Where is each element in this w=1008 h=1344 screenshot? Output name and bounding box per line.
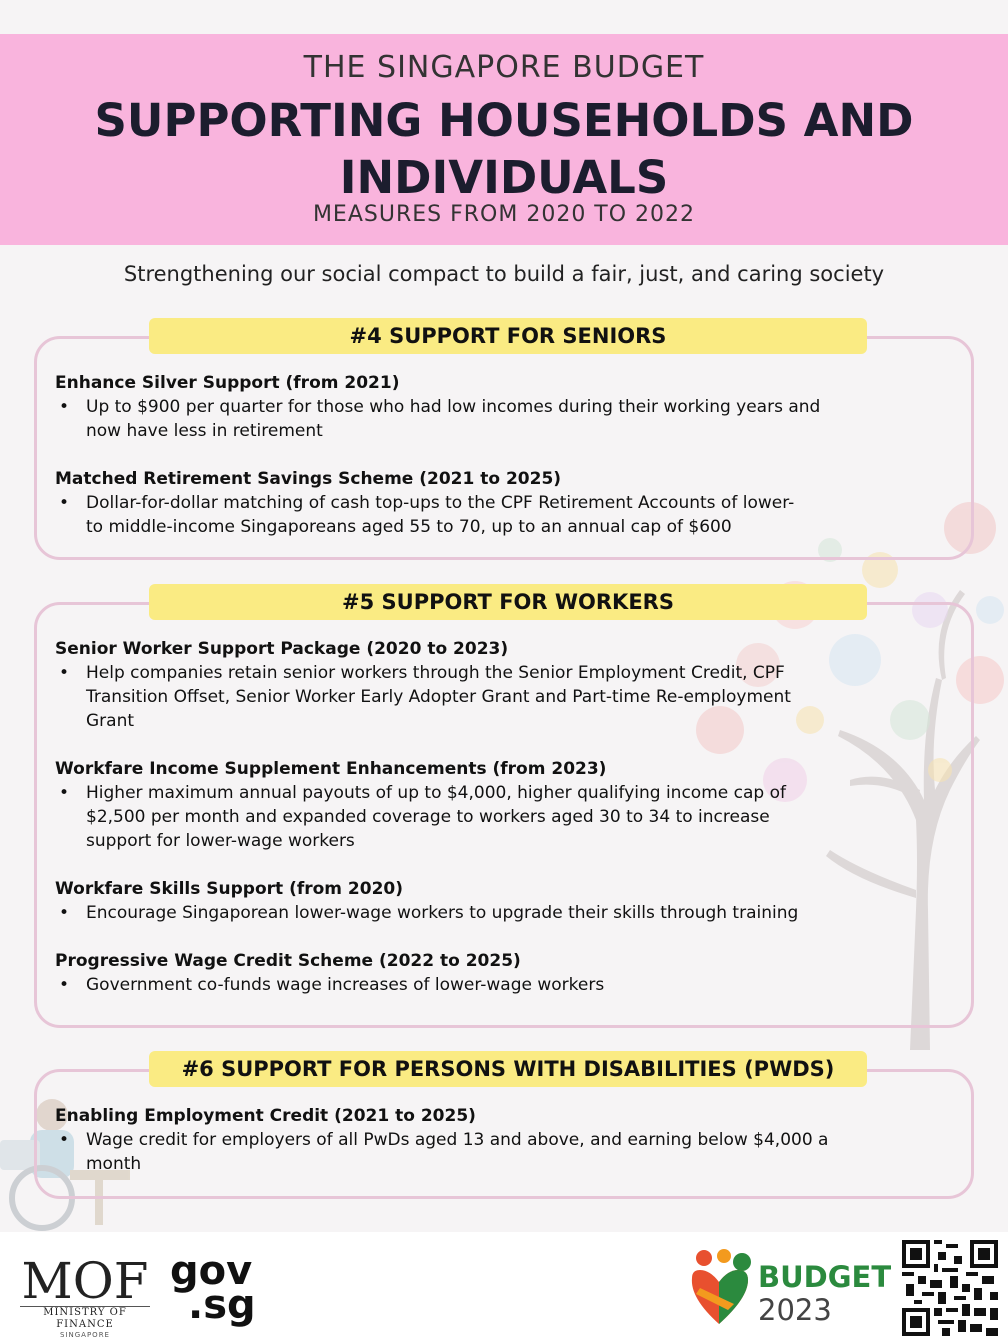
list-item [55, 877, 955, 925]
bullet-line: $2,500 per month and expanded coverage to workers aged 30 to 34 to increase [86, 807, 770, 827]
bullet-line: • Help companies retain senior workers through the Senior Employment Credit, CPF [86, 663, 785, 683]
page-title-line2: INDIVIDUALS [339, 151, 669, 204]
item-title: Enabling Employment Credit (2021 to 2025) [55, 1106, 476, 1126]
bullet-line: • Up to $900 per quarter for those who had low incomes during their working years and [86, 397, 821, 417]
page-title-line1: SUPPORTING HOUSEHOLDS AND [94, 94, 914, 147]
bullet-text [55, 661, 955, 733]
budget-heart-icon [682, 1248, 756, 1326]
item-title: Matched Retirement Savings Scheme (2021 to 2025) [55, 469, 562, 489]
list-item [55, 949, 955, 997]
mof-logo-country: SINGAPORE [60, 1331, 110, 1339]
header-banner [0, 34, 1008, 245]
bullet-line: • Dollar-for-dollar matching of cash top-ups to the CPF Retirement Accounts of lower- [86, 493, 795, 513]
mof-logo [20, 1252, 150, 1339]
qr-code [902, 1240, 998, 1336]
item-title: Workfare Skills Support (from 2020) [55, 879, 404, 899]
govsg-logo [170, 1248, 260, 1328]
bullet-text [55, 781, 955, 853]
header-subtitle: MEASURES FROM 2020 TO 2022 [312, 202, 696, 227]
bullet-text [55, 973, 955, 997]
page-title [0, 92, 1008, 206]
item-title: Workfare Income Supplement Enhancements (from 2023) [55, 759, 607, 779]
item-title: Progressive Wage Credit Scheme (2022 to 2025) [55, 951, 521, 971]
bullet-line: • Higher maximum annual payouts of up to $4,000, higher qualifying income cap of [86, 783, 786, 803]
bullet-line: • Wage credit for employers of all PwDs aged 13 and above, and earning below $4,000 a [86, 1130, 829, 1150]
mof-logo-text: MOF [21, 1252, 149, 1310]
bullet-line: Transition Offset, Senior Worker Early Adopter Grant and Part-time Re-employment [86, 687, 791, 707]
govsg-logo-line2: .sg [188, 1282, 256, 1328]
section-seniors [34, 324, 974, 560]
mof-logo-subtitle: MINISTRY OF FINANCE [20, 1306, 150, 1331]
header-kicker: THE SINGAPORE BUDGET [303, 50, 705, 85]
bullet-text [55, 395, 955, 443]
footer [0, 1232, 1008, 1344]
section-pwds [34, 1057, 974, 1199]
bullet-line: to middle-income Singaporeans aged 55 to 70, up to an annual cap of $600 [86, 517, 732, 537]
bullet-text [55, 491, 955, 539]
bullet-line: now have less in retirement [86, 421, 323, 441]
bullet-line: support for lower-wage workers [86, 831, 355, 851]
item-title: Senior Worker Support Package (2020 to 2023) [55, 639, 509, 659]
list-item [55, 467, 955, 539]
list-item [55, 757, 955, 853]
tagline: Strengthening our social compact to build a fair, just, and caring society [123, 262, 885, 286]
section-title: #5 SUPPORT FOR WORKERS [149, 584, 867, 620]
bullet-text [55, 1128, 955, 1176]
item-title: Enhance Silver Support (from 2021) [55, 373, 400, 393]
govsg-logo-line1: gov [170, 1248, 253, 1294]
bullet-line: Grant [86, 711, 135, 731]
list-item [55, 371, 955, 443]
bullet-text [55, 901, 955, 925]
bullet-line: month [86, 1154, 142, 1174]
section-title: #4 SUPPORT FOR SENIORS [149, 318, 867, 354]
section-workers [34, 590, 974, 1028]
budget-label: BUDGET [758, 1260, 892, 1294]
section-title: #6 SUPPORT FOR PERSONS WITH DISABILITIES (PWDS) [149, 1051, 867, 1087]
list-item [55, 1104, 955, 1176]
bullet-line: • Encourage Singaporean lower-wage workers to upgrade their skills through training [86, 903, 799, 923]
budget-year: 2023 [758, 1293, 832, 1327]
list-item [55, 637, 955, 733]
bullet-line: • Government co-funds wage increases of lower-wage workers [86, 975, 605, 995]
